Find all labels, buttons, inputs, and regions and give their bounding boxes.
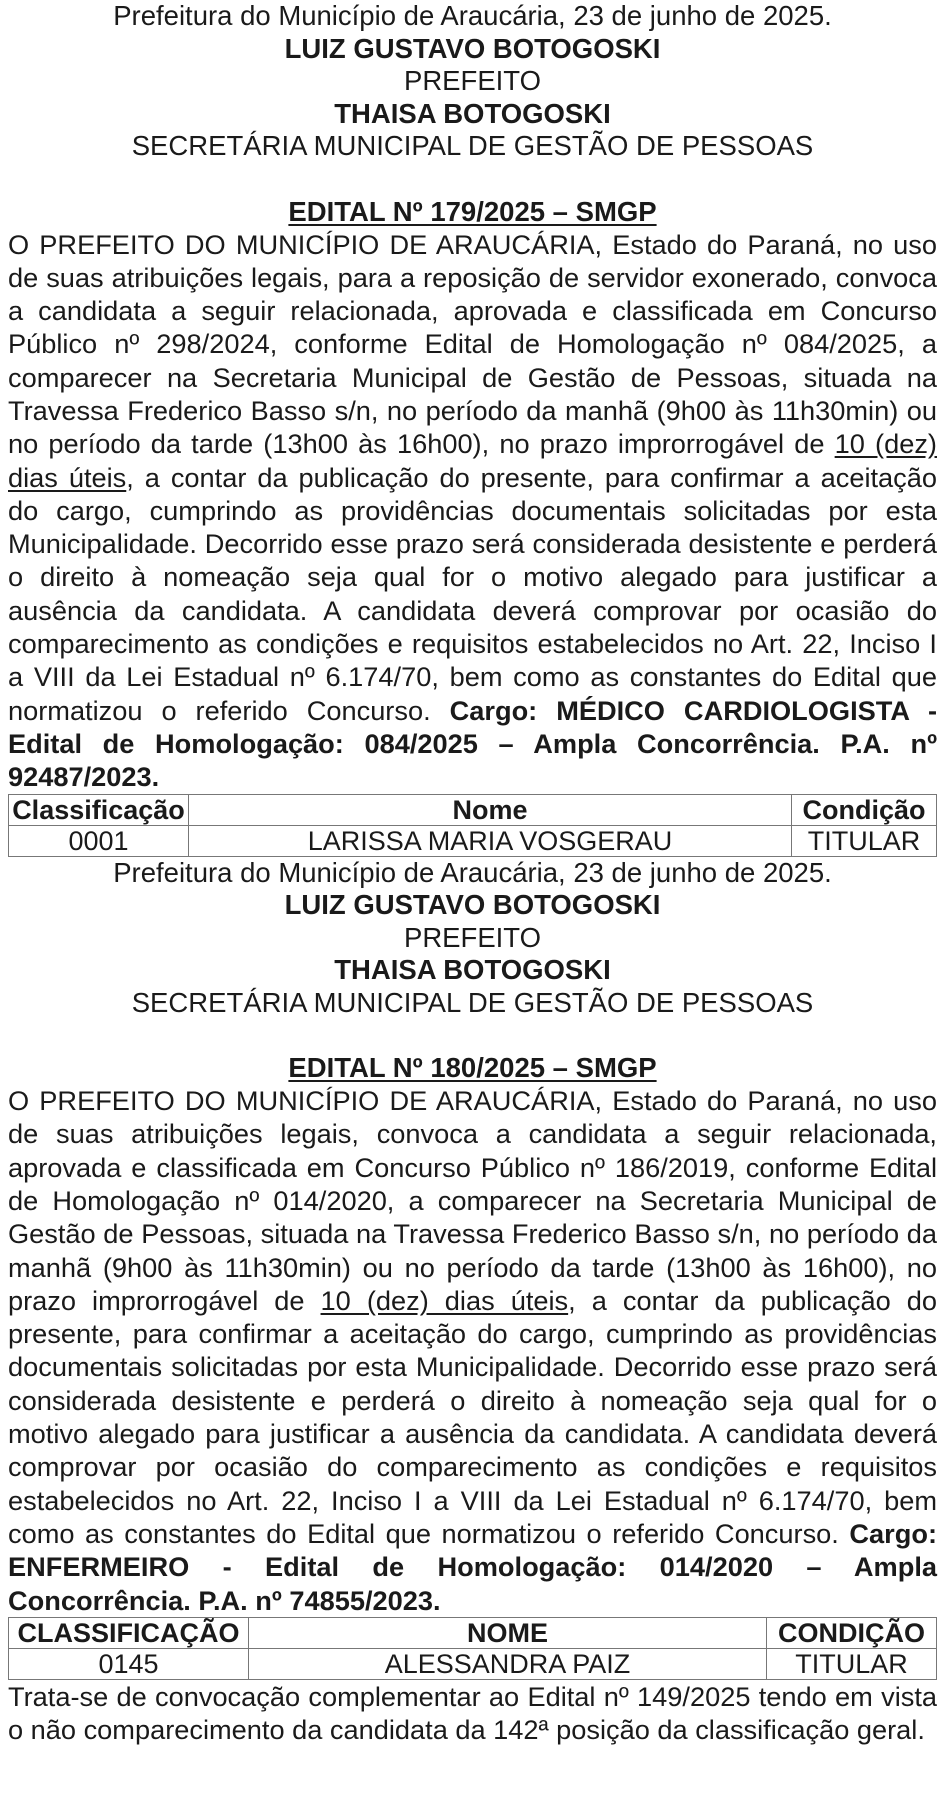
cell-classification: 0145 (9, 1648, 249, 1679)
signature-block (8, 857, 937, 1020)
secretary-title: SECRETÁRIA MUNICIPAL DE GESTÃO DE PESSOAS (131, 130, 814, 161)
cargo-text: Cargo: MÉDICO CARDIOLOGISTA - Edital de Homologação: 084/2025 – Ampla Concorrência. P.A. nº 92487/2023. (8, 694, 937, 793)
cell-name: ALESSANDRA PAIZ (249, 1648, 767, 1679)
candidates-table (8, 794, 937, 857)
edital-text-continued: , a contar da publicação do presente, para confirmar a aceitação do cargo, cumprindo as providências documentais solicitadas por esta Municipalidade. Decorrido esse prazo será considerada desistente e perderá o direito à nomeação seja qual for o motivo alegado para justificar a ausência da candidata. A candidata deverá comprovar por ocasião do comparecimento as condições e requisitos estabelecidos no Art. 22, Inciso I a VIII da Lei Estadual nº 6.174/70, bem como as constantes do Edital que normatizou o referido Concurso. (8, 1284, 937, 1549)
edital-section (8, 195, 937, 857)
secretary-name: THAISA BOTOGOSKI (334, 954, 611, 986)
column-header-condition: Condição (792, 794, 937, 825)
cell-name: LARISSA MARIA VOSGERAU (189, 825, 792, 856)
column-header-classification: CLASSIFICAÇÃO (9, 1617, 249, 1648)
edital-body (8, 1084, 937, 1617)
column-header-classification: Classificação (9, 794, 189, 825)
edital-text-continued: , a contar da publicação do presente, para confirmar a aceitação do cargo, cumprindo as providências documentais solicitadas por esta Municipalidade. Decorrido esse prazo será considerada desistente e perderá o direito à nomeação seja qual for o motivo alegado para justificar a ausência da candidata. A candidata deverá comprovar por ocasião do comparecimento as condições e requisitos estabelecidos no Art. 22, Inciso I a VIII da Lei Estadual nº 6.174/70, bem como as constantes do Edital que normatizou o referido Concurso. (8, 461, 937, 726)
edital-section (8, 1051, 937, 1746)
edital-title: EDITAL Nº 180/2025 – SMGP (288, 1052, 657, 1084)
edital-text: O PREFEITO DO MUNICÍPIO DE ARAUCÁRIA, Estado do Paraná, no uso de suas atribuições legais, convoca a candidata a seguir relacionada, aprovada e classificada em Concurso Público nº 186/2019, conforme Edital de Homologação nº 014/2020, a comparecer na Secretaria Municipal de Gestão de Pessoas, situada na Travessa Frederico Basso s/n, no período da manhã (9h00 às 11h30min) ou no período da tarde (13h00 às 16h00), no prazo improrrogável de (8, 1085, 937, 1316)
table-row (9, 1648, 937, 1679)
table-header-row (9, 794, 937, 825)
column-header-condition: CONDIÇÃO (767, 1617, 937, 1648)
column-header-name: Nome (189, 794, 792, 825)
table-header-row (9, 1617, 937, 1648)
edital-text: O PREFEITO DO MUNICÍPIO DE ARAUCÁRIA, Estado do Paraná, no uso de suas atribuições legais, para a reposição de servidor exonerado, convoca a candidata a seguir relacionada, aprovada e classificada em Concurso Público nº 298/2024, conforme Edital de Homologação nº 084/2025, a comparecer na Secretaria Municipal de Gestão de Pessoas, situada na Travessa Frederico Basso s/n, no período da manhã (9h00 às 11h30min) ou no período da tarde (13h00 às 16h00), no prazo improrrogável de (8, 228, 937, 460)
cell-condition: TITULAR (767, 1648, 937, 1679)
mayor-name: LUIZ GUSTAVO BOTOGOSKI (284, 32, 661, 64)
deadline-text: 10 (dez) dias úteis (8, 428, 937, 493)
place-date: Prefeitura do Município de Araucária, 23 de junho de 2025. (113, 0, 832, 31)
table-row (9, 825, 937, 856)
footnote: Trata-se de convocação complementar ao Edital nº 149/2025 tendo em vista o não comparecimento da candidata da 142ª posição da classificação geral. (8, 1680, 937, 1746)
signature-block (8, 0, 937, 163)
cell-classification: 0001 (9, 825, 189, 856)
candidates-table (8, 1617, 937, 1680)
edital-body (8, 228, 937, 794)
cargo-text: Cargo: ENFERMEIRO - Edital de Homologação: 014/2020 – Ampla Concorrência. P.A. nº 74855/2023. (8, 1517, 937, 1616)
edital-title: EDITAL Nº 179/2025 – SMGP (288, 195, 657, 227)
mayor-name: LUIZ GUSTAVO BOTOGOSKI (284, 889, 661, 921)
column-header-name: NOME (249, 1617, 767, 1648)
place-date: Prefeitura do Município de Araucária, 23 de junho de 2025. (113, 856, 832, 888)
secretary-name: THAISA BOTOGOSKI (334, 97, 611, 129)
secretary-title: SECRETÁRIA MUNICIPAL DE GESTÃO DE PESSOAS (131, 986, 814, 1018)
mayor-title: PREFEITO (403, 921, 542, 953)
deadline-text: 10 (dez) dias úteis (320, 1284, 569, 1316)
cell-condition: TITULAR (792, 825, 937, 856)
mayor-title: PREFEITO (403, 65, 542, 96)
